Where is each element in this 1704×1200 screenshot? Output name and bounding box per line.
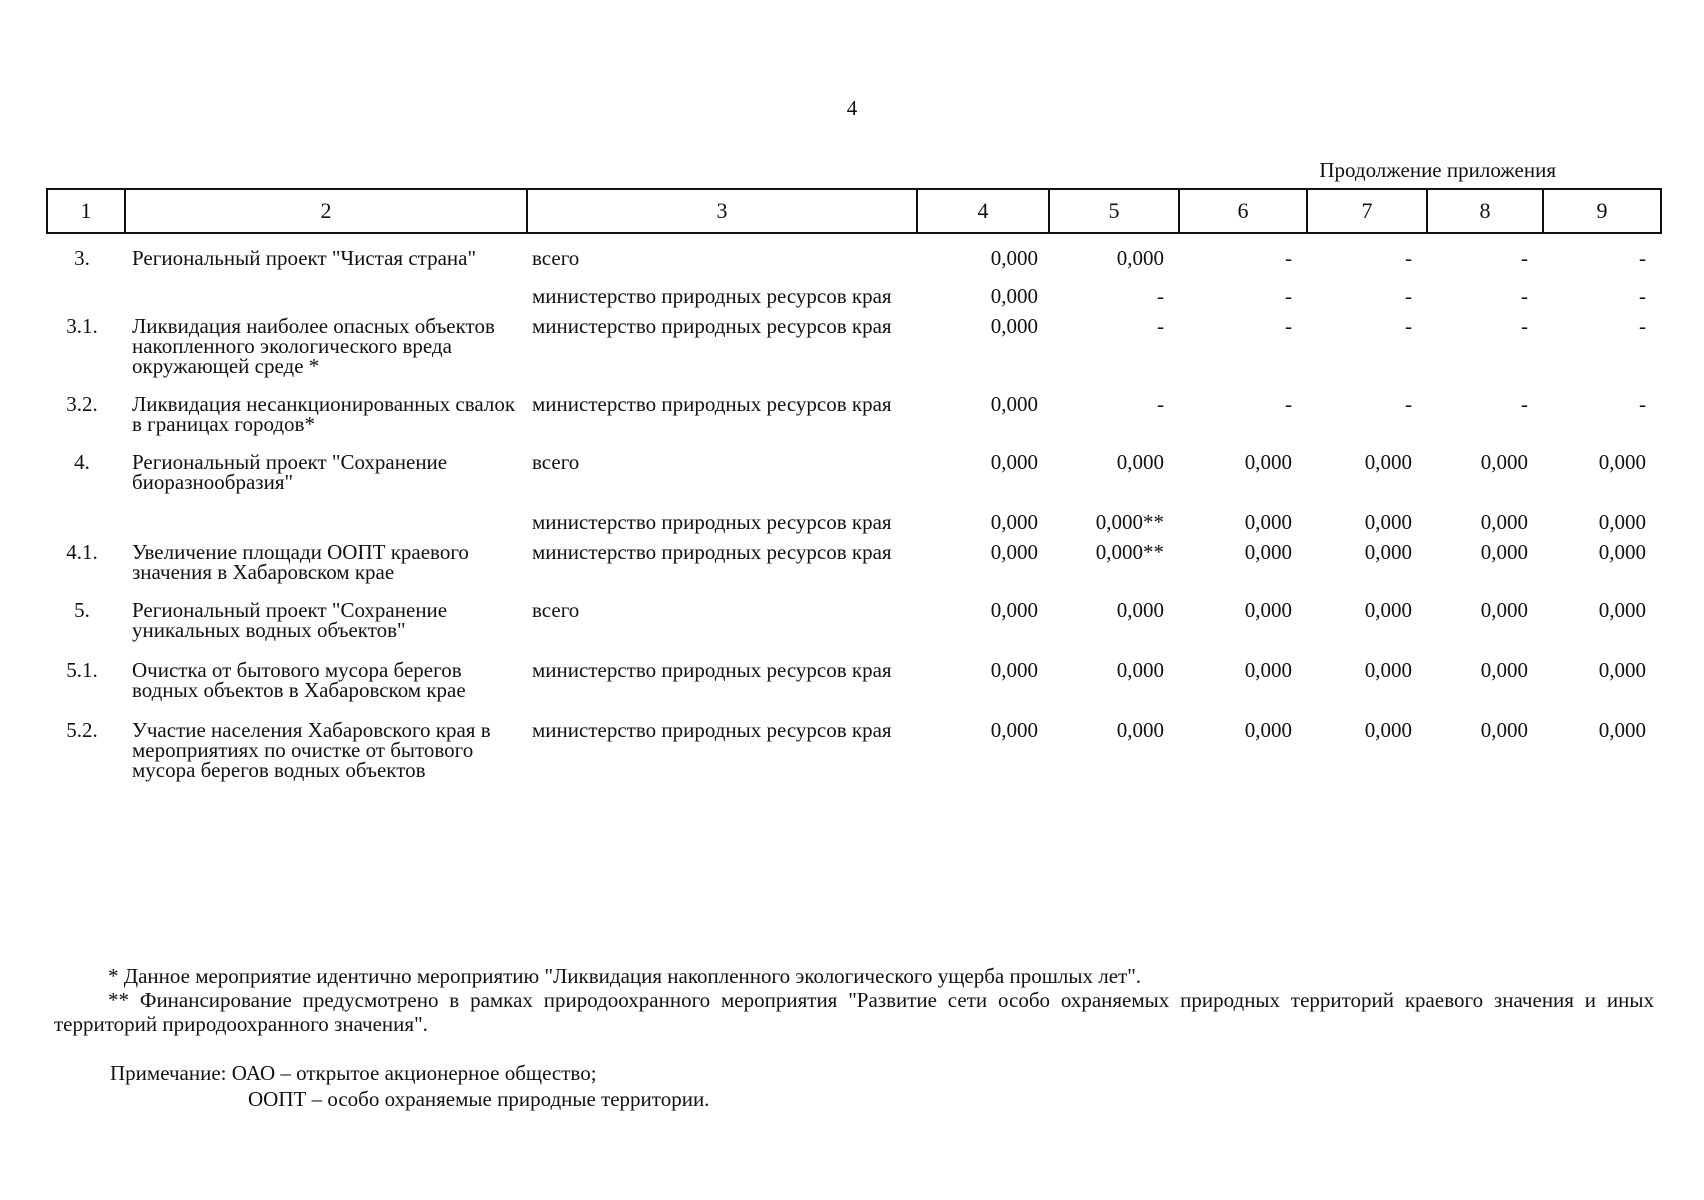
- row-value-col5: 0,000**: [1095, 540, 1164, 564]
- footnote-double-star: ** Финансирование предусмотрено в рамках природоохранного мероприятия "Развитие сети особо охраняемых природных территорий краевого значения и иных территорий природоохранного значения".: [54, 988, 1654, 1036]
- row-responsible: министерство природных ресурсов края: [532, 718, 892, 742]
- row-value-col6: 0,000: [1244, 598, 1292, 622]
- table-row: [46, 248, 1660, 268]
- row-number: 3.2.: [66, 392, 98, 416]
- row-value-col9: 0,000: [1598, 510, 1646, 534]
- row-value-col9: 0,000: [1598, 450, 1646, 474]
- table-row: [46, 316, 1660, 376]
- row-value-col4: 0,000: [990, 598, 1038, 622]
- row-value-col4: 0,000: [990, 540, 1038, 564]
- row-number: 4.1.: [66, 540, 98, 564]
- row-value-col5: -: [1157, 392, 1164, 416]
- row-value-col9: 0,000: [1598, 540, 1646, 564]
- row-value-col7: -: [1405, 284, 1412, 308]
- header-cell: 9: [1543, 189, 1661, 233]
- row-value-col6: -: [1285, 284, 1292, 308]
- row-value-col5: 0,000: [1116, 718, 1164, 742]
- row-number: [46, 286, 124, 306]
- row-value-col5: -: [1157, 314, 1164, 338]
- row-responsible: министерство природных ресурсов края: [532, 314, 892, 338]
- row-value-col8: -: [1521, 392, 1528, 416]
- row-number: 5.: [74, 598, 90, 622]
- row-value-col6: -: [1285, 392, 1292, 416]
- page-number: 4: [846, 96, 858, 120]
- row-value-col8: -: [1521, 314, 1528, 338]
- row-value-col7: 0,000: [1364, 598, 1412, 622]
- row-number: 3.: [74, 246, 90, 270]
- row-name: Региональный проект "Сохранение биоразнообразия": [132, 450, 448, 494]
- row-name: Региональный проект "Чистая страна": [132, 246, 477, 270]
- row-value-col8: 0,000: [1480, 658, 1528, 682]
- row-number: 5.2.: [66, 718, 98, 742]
- row-value-col4: 0,000: [990, 246, 1038, 270]
- table-body: [46, 248, 1660, 800]
- row-value-col7: 0,000: [1364, 450, 1412, 474]
- row-value-col9: 0,000: [1598, 598, 1646, 622]
- row-value-col4: 0,000: [990, 718, 1038, 742]
- row-value-col9: 0,000: [1598, 658, 1646, 682]
- header-cell: 6: [1179, 189, 1307, 233]
- row-name: [124, 512, 526, 532]
- header-cell: 5: [1049, 189, 1179, 233]
- table-row: [46, 394, 1660, 434]
- row-name: Участие населения Хабаровского края в мероприятиях по очистке от бытового мусора берегов водных объектов: [132, 718, 491, 782]
- row-value-col8: 0,000: [1480, 598, 1528, 622]
- row-value-col7: 0,000: [1364, 658, 1412, 682]
- row-value-col6: 0,000: [1244, 540, 1292, 564]
- row-value-col8: 0,000: [1480, 510, 1528, 534]
- row-value-col6: 0,000: [1244, 510, 1292, 534]
- row-responsible: всего: [532, 598, 580, 622]
- row-value-col6: -: [1285, 314, 1292, 338]
- row-value-col6: -: [1285, 246, 1292, 270]
- row-value-col5: 0,000: [1116, 658, 1164, 682]
- note-line-2: ООПТ – особо охраняемые природные территории.: [248, 1087, 710, 1111]
- row-responsible: министерство природных ресурсов края: [532, 284, 892, 308]
- row-name: Очистка от бытового мусора берегов водных объектов в Хабаровском крае: [132, 658, 466, 702]
- row-value-col4: 0,000: [990, 450, 1038, 474]
- note-line-1: Примечание: ОАО – открытое акционерное общество;: [110, 1061, 597, 1085]
- row-value-col4: 0,000: [990, 658, 1038, 682]
- row-value-col7: 0,000: [1364, 540, 1412, 564]
- row-responsible: министерство природных ресурсов края: [532, 540, 892, 564]
- continuation-label: Продолжение приложения: [1319, 158, 1556, 182]
- row-value-col8: -: [1521, 284, 1528, 308]
- row-value-col7: 0,000: [1364, 718, 1412, 742]
- row-value-col4: 0,000: [990, 510, 1038, 534]
- row-responsible: всего: [532, 246, 580, 270]
- row-value-col7: -: [1405, 314, 1412, 338]
- row-responsible: министерство природных ресурсов края: [532, 510, 892, 534]
- row-value-col9: -: [1639, 284, 1646, 308]
- row-name: Региональный проект "Сохранение уникальных водных объектов": [132, 598, 448, 642]
- row-value-col4: 0,000: [990, 284, 1038, 308]
- row-name: Увеличение площади ООПТ краевого значения в Хабаровском крае: [132, 540, 469, 584]
- row-value-col8: -: [1521, 246, 1528, 270]
- row-responsible: министерство природных ресурсов края: [532, 392, 892, 416]
- table-row: [46, 286, 1660, 306]
- row-value-col9: -: [1639, 246, 1646, 270]
- header-cell: 7: [1307, 189, 1427, 233]
- header-cell: 4: [917, 189, 1049, 233]
- row-value-col7: 0,000: [1364, 510, 1412, 534]
- row-responsible: министерство природных ресурсов края: [532, 658, 892, 682]
- table-row: [46, 542, 1660, 582]
- row-name: Ликвидация несанкционированных свалок в границах городов*: [132, 392, 516, 436]
- footnotes: [54, 964, 1654, 1036]
- row-number: 3.1.: [66, 314, 98, 338]
- row-value-col7: -: [1405, 246, 1412, 270]
- row-value-col5: 0,000**: [1095, 510, 1164, 534]
- header-cell: 8: [1427, 189, 1543, 233]
- row-value-col9: -: [1639, 314, 1646, 338]
- table-row: [46, 512, 1660, 532]
- row-value-col5: 0,000: [1116, 246, 1164, 270]
- footnote-single-star: * Данное мероприятие идентично мероприятию "Ликвидация накопленного экологического ущерба прошлых лет".: [108, 964, 1142, 988]
- row-value-col4: 0,000: [990, 314, 1038, 338]
- row-number: [46, 512, 124, 532]
- row-number: 4.: [74, 450, 90, 474]
- header-cell: 1: [47, 189, 125, 233]
- row-value-col6: 0,000: [1244, 450, 1292, 474]
- row-name: Ликвидация наиболее опасных объектов накопленного экологического вреда окружающей среде *: [132, 314, 495, 378]
- row-value-col8: 0,000: [1480, 718, 1528, 742]
- row-value-col5: -: [1157, 284, 1164, 308]
- row-value-col5: 0,000: [1116, 598, 1164, 622]
- header-cell: 2: [125, 189, 527, 233]
- note: [110, 1060, 709, 1112]
- row-value-col4: 0,000: [990, 392, 1038, 416]
- row-number: 5.1.: [66, 658, 98, 682]
- row-value-col8: 0,000: [1480, 450, 1528, 474]
- header-row: [47, 189, 1661, 233]
- row-value-col9: 0,000: [1598, 718, 1646, 742]
- row-value-col5: 0,000: [1116, 450, 1164, 474]
- row-value-col9: -: [1639, 392, 1646, 416]
- row-value-col8: 0,000: [1480, 540, 1528, 564]
- row-value-col6: 0,000: [1244, 718, 1292, 742]
- row-value-col7: -: [1405, 392, 1412, 416]
- table-row: [46, 452, 1660, 492]
- row-name: [124, 286, 526, 306]
- header-cell: 3: [527, 189, 917, 233]
- row-value-col6: 0,000: [1244, 658, 1292, 682]
- column-header-table: [46, 188, 1662, 234]
- table-row: [46, 720, 1660, 780]
- table-row: [46, 660, 1660, 700]
- row-responsible: всего: [532, 450, 580, 474]
- table-row: [46, 600, 1660, 640]
